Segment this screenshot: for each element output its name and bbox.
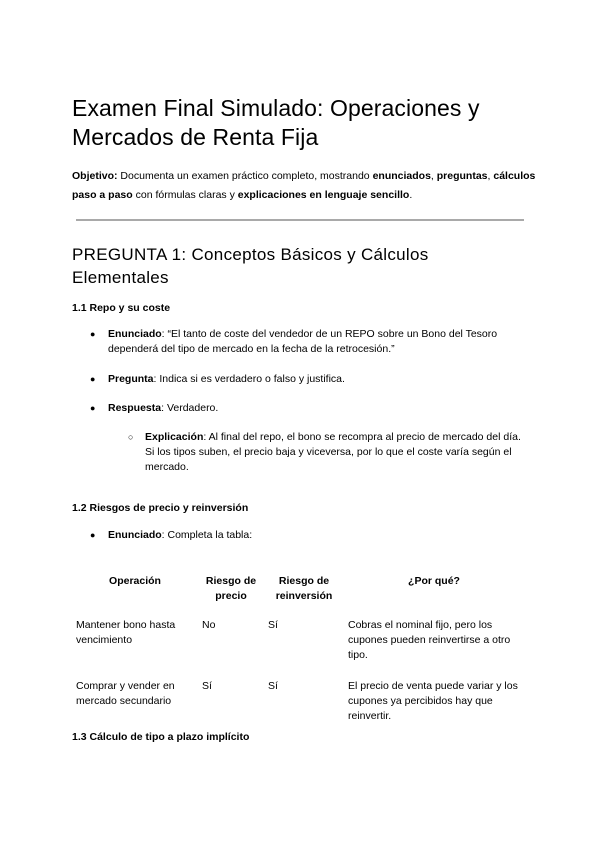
hollow-bullet-icon: ○ (128, 432, 134, 442)
document-title: Examen Final Simulado: Operaciones y Mercados de Renta Fija (72, 95, 480, 150)
table-row (72, 616, 524, 677)
item-label: Pregunta (108, 373, 154, 385)
item-text: : Verdadero. (161, 402, 219, 414)
item-label: Enunciado (108, 529, 162, 541)
item-text: : “El tanto de coste del vendedor de un REPO sobre un Bono del Tesoro dependerá del tipo de mercado en la fecha de la retrocesión.” (108, 328, 498, 355)
list-item-text (108, 401, 528, 416)
objective-text: con fórmulas claras y (132, 189, 238, 201)
objective-text: , (487, 170, 494, 182)
item-label: Explicación (145, 431, 204, 443)
table-cell: Sí (268, 619, 278, 631)
bullet-icon: ● (90, 374, 96, 384)
item-label: Respuesta (108, 402, 162, 414)
objective-bold: cálculos paso a paso (72, 170, 536, 201)
bullet-icon: ● (90, 329, 96, 339)
table-cell: Sí (202, 680, 212, 692)
item-text: : Al final del repo, el bono se recompra al precio de mercado del día. Si los tipos suben, el precio baja y viceversa, por lo que el coste varía según el mercado. (145, 431, 521, 473)
horizontal-divider (76, 219, 524, 221)
list-item-text (108, 327, 528, 357)
table-cell: No (202, 619, 216, 631)
item-text: : Completa la tabla: (161, 529, 253, 541)
table-row (72, 677, 524, 738)
list-item-text (145, 430, 525, 475)
table-header-row (72, 571, 524, 616)
objective-label: Objetivo: (72, 170, 118, 182)
objective-bold: enunciados (372, 170, 431, 182)
item-text: : Indica si es verdadero o falso y justifica. (153, 373, 345, 385)
item-label: Enunciado (108, 328, 162, 340)
table-header-cell: Riesgo de reinversión (275, 575, 333, 602)
objective-text: Documenta un examen práctico completo, mostrando (117, 170, 373, 182)
objective-text: , (430, 170, 437, 182)
table-header-cell: Riesgo de precio (205, 575, 257, 602)
bullet-icon: ● (90, 403, 96, 413)
table-cell: Cobras el nominal fijo, pero los cupones pueden reinvertirse a otro tipo. (348, 619, 511, 661)
bullet-icon: ● (90, 530, 96, 540)
subsection-heading: 1.2 Riesgos de precio y reinversión (72, 502, 249, 514)
table-header-cell: ¿Por qué? (408, 575, 460, 587)
subsection-heading: 1.3 Cálculo de tipo a plazo implícito (72, 731, 250, 743)
table-cell: Comprar y vender en mercado secundario (76, 680, 175, 707)
table-cell: Sí (268, 680, 278, 692)
subsection-heading: 1.1 Repo y su coste (72, 302, 171, 314)
list-item-text (108, 372, 528, 387)
objective-text: . (409, 189, 413, 201)
table-cell: El precio de venta puede variar y los cupones ya percibidos hay que reinvertir. (348, 680, 518, 722)
table-header-cell: Operación (109, 575, 161, 587)
objective-paragraph (72, 167, 542, 205)
section-heading: PREGUNTA 1: Conceptos Básicos y Cálculos Elementales (72, 245, 429, 287)
objective-bold: preguntas (436, 170, 488, 182)
objective-bold: explicaciones en lenguaje sencillo (237, 189, 410, 201)
risk-table (72, 571, 524, 738)
table-cell: Mantener bono hasta vencimiento (76, 619, 176, 646)
list-item-text (108, 528, 528, 543)
